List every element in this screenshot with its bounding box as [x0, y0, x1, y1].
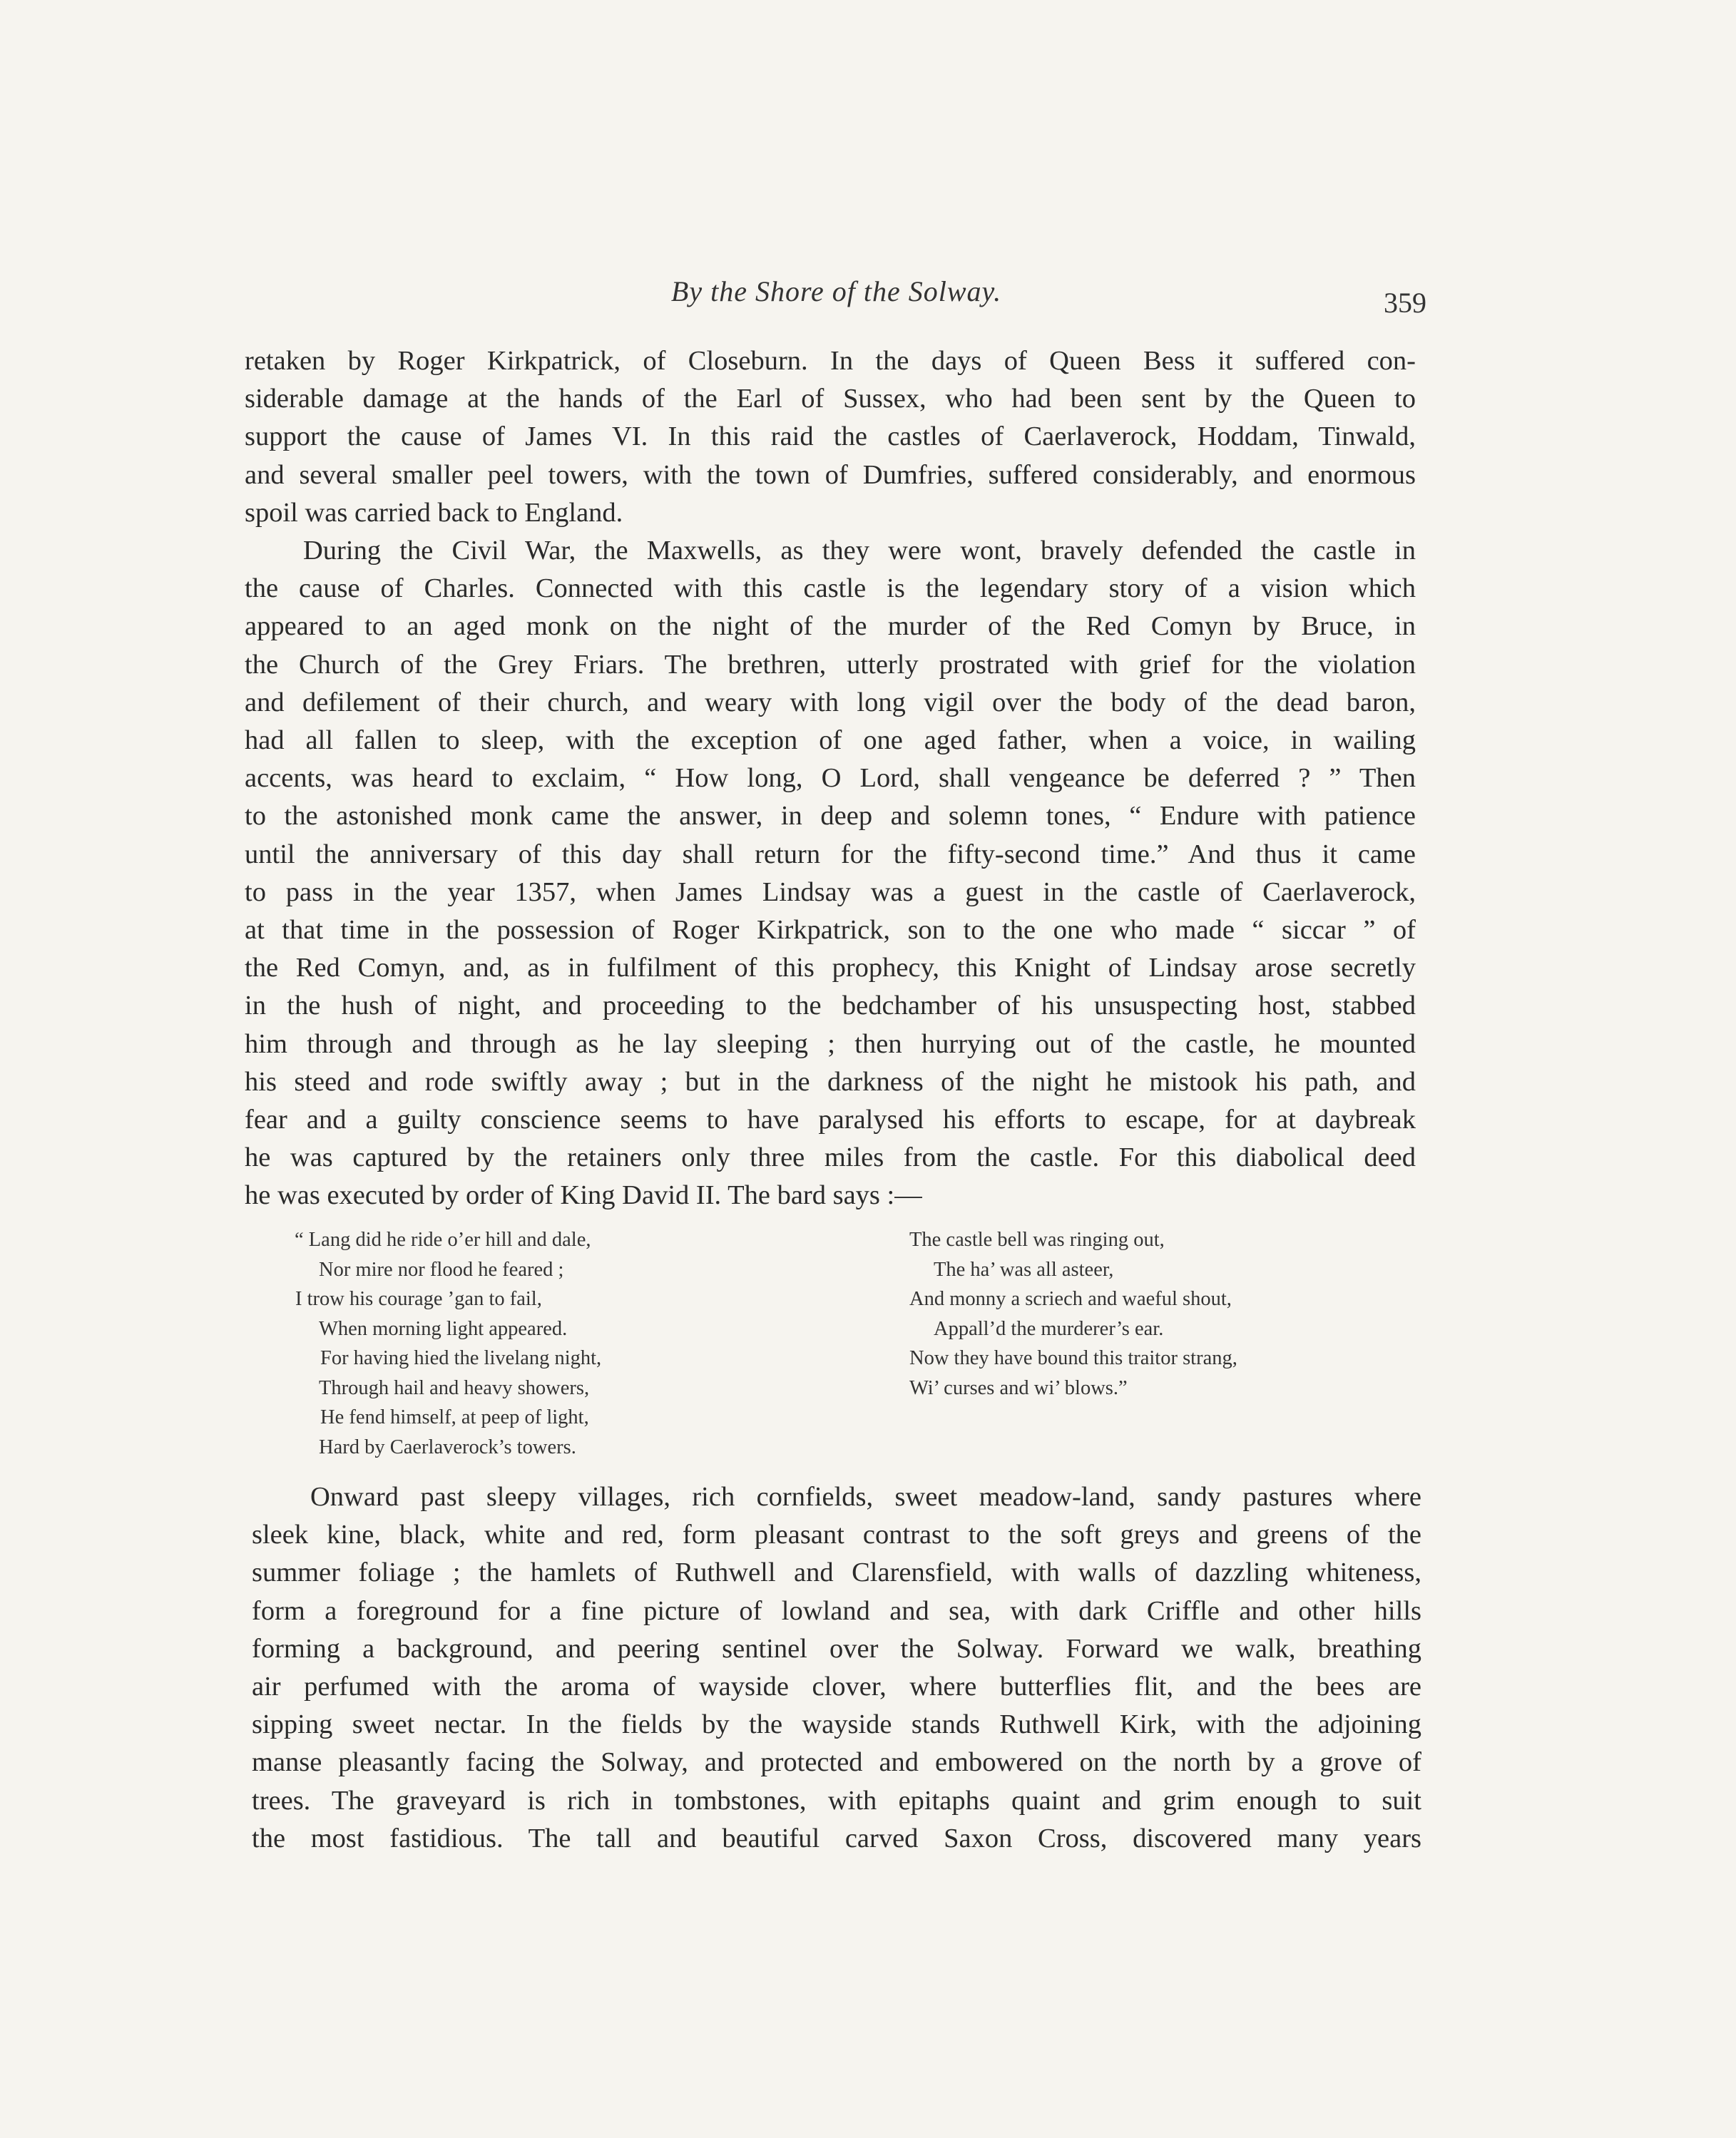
text-line: summer foliage ; the hamlets of Ruthwell and Clarensfield, with walls of dazzling whiteness, [252, 1558, 1421, 1588]
text-line: trees. The graveyard is rich in tombstones, with epitaphs quaint and grim enough to suit [252, 1785, 1421, 1816]
poem-line: Appall’d the murderer’s ear. [934, 1317, 1164, 1340]
poem-line: Now they have bound this traitor strang, [909, 1347, 1237, 1369]
text-line: Onward past sleepy villages, rich cornfields, sweet meadow-land, sandy pastures where [310, 1482, 1421, 1512]
text-line: accents, was heard to exclaim, “ How long, O Lord, shall vengeance be deferred ? ” Then [245, 763, 1416, 794]
paragraph-2 [245, 532, 1416, 1215]
text-line: support the cause of James VI. In this raid the castles of Caerlaverock, Hoddam, Tinwald, [245, 421, 1416, 452]
text-line: he was captured by the retainers only three miles from the castle. For this diabolical deed [245, 1142, 1416, 1173]
poem-line: Nor mire nor flood he feared ; [319, 1258, 564, 1281]
text-line: forming a background, and peering sentinel over the Solway. Forward we walk, breathing [252, 1633, 1421, 1664]
text-line: until the anniversary of this day shall return for the fifty-second time.” And thus it came [245, 839, 1416, 869]
poem-line: The ha’ was all asteer, [934, 1258, 1114, 1281]
page-number: 359 [1384, 287, 1426, 319]
text-line: to pass in the year 1357, when James Lindsay was a guest in the castle of Caerlaverock, [245, 876, 1416, 907]
text-line: his steed and rode swiftly away ; but in the darkness of the night he mistook his path, and [245, 1066, 1416, 1097]
text-line: in the hush of night, and proceeding to the bedchamber of his unsuspecting host, stabbed [245, 991, 1416, 1021]
poem-line: He fend himself, at peep of light, [320, 1406, 589, 1428]
poem-line: “ Lang did he ride o’er hill and dale, [295, 1229, 591, 1251]
poem-line: For having hied the livelang night, [320, 1347, 602, 1369]
text-line: form a foreground for a fine picture of lowland and sea, with dark Criffle and other hills [252, 1595, 1421, 1626]
text-line: to the astonished monk came the answer, in deep and solemn tones, “ Endure with patience [245, 801, 1416, 832]
text-line: and several smaller peel towers, with the town of Dumfries, suffered considerably, and enormous [245, 459, 1416, 490]
text-line: fear and a guilty conscience seems to have paralysed his efforts to escape, for at daybreak [245, 1105, 1416, 1135]
text-line: retaken by Roger Kirkpatrick, of Closeburn. In the days of Queen Bess it suffered con- [245, 346, 1416, 376]
running-title: By the Shore of the Solway. [670, 275, 1002, 307]
text-line: manse pleasantly facing the Solway, and protected and embowered on the north by a grove of [252, 1747, 1421, 1778]
text-line: siderable damage at the hands of the Earl of Sussex, who had been sent by the Queen to [245, 384, 1416, 414]
text-line: he was executed by order of King David II. The bard says :— [245, 1180, 922, 1211]
poem-left-column [295, 1225, 601, 1462]
text-line: at that time in the possession of Roger Kirkpatrick, son to the one who made “ siccar ” of [245, 915, 1416, 946]
poem-line: I trow his courage ’gan to fail, [295, 1288, 542, 1310]
poem-line: Hard by Caerlaverock’s towers. [319, 1436, 576, 1458]
poem-line: Through hail and heavy showers, [319, 1376, 590, 1399]
poem-line: The castle bell was ringing out, [909, 1229, 1165, 1251]
text-line: had all fallen to sleep, with the exception of one aged father, when a voice, in wailing [245, 725, 1416, 756]
text-line: sleek kine, black, white and red, form pleasant contrast to the soft greys and greens of the [252, 1520, 1421, 1550]
poem-line: When morning light appeared. [319, 1317, 568, 1340]
text-line: and defilement of their church, and weary with long vigil over the body of the dead baron, [245, 687, 1416, 717]
text-line: air perfumed with the aroma of wayside clover, where butterflies flit, and the bees are [252, 1672, 1421, 1702]
paragraph-3 [252, 1478, 1421, 1858]
text-line: appeared to an aged monk on the night of the murder of the Red Comyn by Bruce, in [245, 611, 1416, 642]
running-head [246, 275, 1426, 317]
poem-right-column [909, 1225, 1237, 1403]
poem-line: And monny a scriech and waeful shout, [909, 1288, 1232, 1310]
text-line: the cause of Charles. Connected with this castle is the legendary story of a vision which [245, 573, 1416, 604]
poem-line: Wi’ curses and wi’ blows.” [909, 1376, 1128, 1399]
text-line: the Red Comyn, and, as in fulfilment of this prophecy, this Knight of Lindsay arose secretly [245, 953, 1416, 983]
text-line: him through and through as he lay sleeping ; then hurrying out of the castle, he mounted [245, 1028, 1416, 1059]
text-line: During the Civil War, the Maxwells, as they were wont, bravely defended the castle in [303, 536, 1416, 566]
text-line: the most fastidious. The tall and beautiful carved Saxon Cross, discovered many years [252, 1823, 1421, 1853]
paragraph-1 [245, 342, 1416, 532]
text-line: the Church of the Grey Friars. The brethren, utterly prostrated with grief for the violation [245, 649, 1416, 680]
text-line: spoil was carried back to England. [245, 497, 623, 528]
text-line: sipping sweet nectar. In the fields by the wayside stands Ruthwell Kirk, with the adjoining [252, 1709, 1421, 1740]
